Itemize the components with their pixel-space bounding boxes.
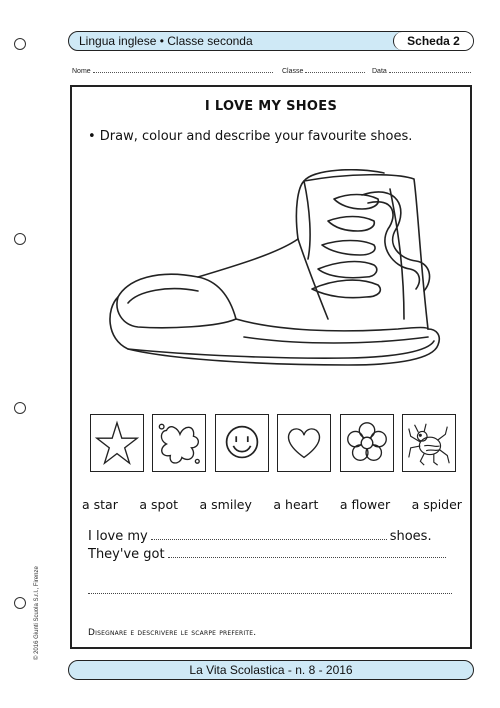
- sentence-love-my[interactable]: [88, 529, 432, 544]
- label-spot: a spot: [139, 497, 179, 512]
- sheet-number: Scheda 2: [407, 34, 460, 48]
- footer-bar: [68, 660, 474, 680]
- header-subject: Lingua inglese • Classe seconda: [79, 34, 253, 48]
- binder-hole-4: [14, 597, 26, 609]
- spot-box: [152, 414, 206, 472]
- italian-instruction: Disegnare e descrivere le scarpe preferite.: [88, 628, 257, 638]
- class-field[interactable]: [282, 66, 365, 75]
- date-label: Data: [372, 68, 387, 75]
- worksheet-frame: [70, 85, 472, 649]
- picture-row: [90, 414, 456, 486]
- heart-box: [277, 414, 331, 472]
- header-bar: [68, 31, 474, 51]
- spider-icon: [403, 415, 455, 471]
- publication-info: La Vita Scolastica - n. 8 - 2016: [189, 663, 353, 677]
- binder-hole-3: [14, 402, 26, 414]
- label-heart: a heart: [273, 497, 319, 512]
- label-smiley: a smiley: [199, 497, 252, 512]
- flower-box: [340, 414, 394, 472]
- sentence2-start: They've got: [88, 547, 165, 562]
- name-label: Nome: [72, 68, 91, 75]
- flower-icon: [341, 415, 393, 471]
- sentence-theyve-got[interactable]: [88, 547, 449, 562]
- sentence1-start: I love my: [88, 529, 148, 544]
- binder-hole-2: [14, 233, 26, 245]
- label-flower: a flower: [339, 497, 391, 512]
- smiley-box: [215, 414, 269, 472]
- heart-icon: [278, 415, 330, 471]
- star-icon: [91, 415, 143, 471]
- smiley-icon: [216, 415, 268, 471]
- header-sheet-tab: [393, 32, 473, 50]
- picture-labels: [82, 497, 462, 515]
- spider-box: [402, 414, 456, 472]
- worksheet-title: I LOVE MY SHOES: [204, 99, 338, 114]
- blank-writing-line[interactable]: [88, 593, 452, 594]
- label-spider: a spider: [411, 497, 462, 512]
- sneaker-drawing: [98, 169, 450, 389]
- sentence1-end: shoes.: [389, 529, 432, 544]
- binder-hole-1: [14, 38, 26, 50]
- spot-icon: [153, 415, 205, 471]
- class-label: Classe: [282, 68, 304, 75]
- date-field[interactable]: [372, 66, 471, 75]
- copyright-credit: © 2016 Giunti Scuola S.r.l., Firenze: [34, 566, 40, 660]
- star-box: [90, 414, 144, 472]
- name-field[interactable]: [72, 66, 273, 75]
- label-star: a star: [82, 497, 118, 512]
- worksheet-instruction: • Draw, colour and describe your favourite shoes.: [88, 129, 413, 144]
